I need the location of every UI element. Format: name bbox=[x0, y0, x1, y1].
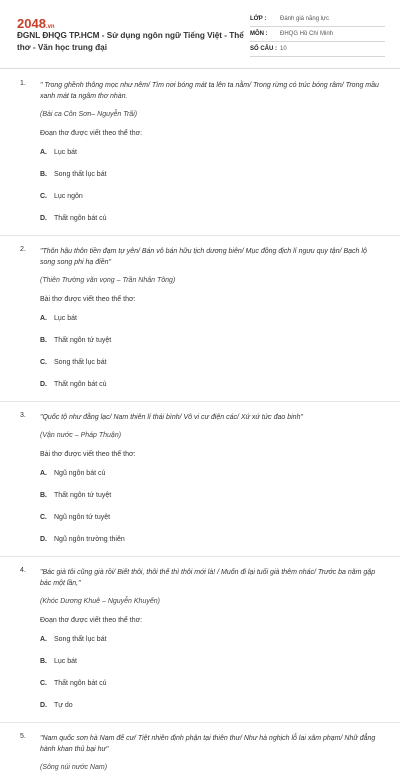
option-letter: C. bbox=[40, 514, 47, 521]
meta-row-class bbox=[250, 12, 385, 27]
question-source: (Bài ca Côn Sơn– Nguyễn Trãi) bbox=[40, 111, 138, 118]
site-logo[interactable] bbox=[17, 16, 55, 31]
option-letter: A. bbox=[40, 636, 47, 643]
option-text: Lục bát bbox=[54, 658, 77, 665]
option-letter: C. bbox=[40, 359, 47, 366]
option-letter: B. bbox=[40, 658, 47, 665]
option-text: Thất ngôn bát cú bbox=[54, 381, 107, 388]
answer-option-b[interactable] bbox=[40, 490, 212, 501]
question-prompt: Đoạn thơ được viết theo thể thơ: bbox=[40, 130, 143, 137]
question-list bbox=[0, 70, 400, 781]
answer-option-d[interactable] bbox=[40, 213, 212, 224]
question-number: 1. bbox=[20, 80, 26, 87]
option-text: Thất ngôn bát cú bbox=[54, 215, 107, 222]
answer-option-c[interactable] bbox=[40, 678, 212, 689]
option-text: Tự do bbox=[54, 702, 73, 709]
page-header bbox=[0, 0, 400, 70]
meta-key: MÔN : bbox=[250, 31, 268, 37]
option-text: Song thất lục bát bbox=[54, 171, 107, 178]
option-letter: D. bbox=[40, 381, 47, 388]
meta-value: Đánh giá năng lực bbox=[280, 16, 330, 22]
question-prompt: Đoạn thơ được viết theo thể thơ: bbox=[40, 617, 143, 624]
option-letter: D. bbox=[40, 215, 47, 222]
answer-option-c[interactable] bbox=[40, 512, 212, 523]
question-text: "Quốc tộ như đằng lạc/ Nam thiên lí thái bình/ Vô vi cư điện các/ Xứ xứ tức đao binh" bbox=[40, 414, 303, 421]
question-number: 5. bbox=[20, 733, 26, 740]
question-2 bbox=[0, 236, 400, 401]
answer-options bbox=[40, 634, 380, 722]
answer-option-d[interactable] bbox=[40, 700, 212, 711]
option-text: Ngũ ngôn bát cú bbox=[54, 470, 106, 477]
answer-option-b[interactable] bbox=[40, 656, 212, 667]
answer-option-a[interactable] bbox=[40, 313, 212, 324]
answer-option-c[interactable] bbox=[40, 357, 212, 368]
question-source: (Khóc Dương Khuê – Nguyễn Khuyến) bbox=[40, 598, 160, 605]
answer-options bbox=[40, 468, 380, 556]
question-source: (Thiên Trường vãn vọng – Trần Nhân Tông) bbox=[40, 277, 176, 284]
answer-option-a[interactable] bbox=[40, 147, 212, 158]
meta-key: SỐ CÂU : bbox=[250, 46, 277, 52]
question-text: "Thôn hậu thôn tiền đạm tự yên/ Bán vô bán hữu tịch dương biên/ Mục đồng địch lí ngưu quy tận/ Bạch lộ song song phi hạ điền" bbox=[40, 248, 367, 266]
option-letter: A. bbox=[40, 149, 47, 156]
question-text: "Bác già tôi cũng già rồi/ Biết thôi, thôi thế thì thôi mới là! / Muốn đi lại tuổi già thêm nhác/ Trước ba năm gặp bác một lần," bbox=[40, 569, 376, 587]
meta-value: ĐHQG Hồ Chí Minh bbox=[280, 31, 334, 37]
option-letter: B. bbox=[40, 171, 47, 178]
question-number: 2. bbox=[20, 246, 26, 253]
meta-row-question-count bbox=[250, 42, 385, 57]
answer-option-b[interactable] bbox=[40, 169, 212, 180]
option-letter: A. bbox=[40, 470, 47, 477]
question-prompt: Bài thơ được viết theo thể thơ: bbox=[40, 296, 136, 303]
question-number: 4. bbox=[20, 567, 26, 574]
answer-option-a[interactable] bbox=[40, 634, 212, 645]
question-source: (Vận nước – Pháp Thuận) bbox=[40, 432, 122, 439]
option-text: Lục bát bbox=[54, 315, 77, 322]
answer-options bbox=[40, 147, 380, 235]
option-text: Ngũ ngôn tứ tuyệt bbox=[54, 514, 111, 521]
option-letter: B. bbox=[40, 492, 47, 499]
question-3 bbox=[0, 402, 400, 556]
question-text: "Nam quốc sơn hà Nam đế cư/ Tiệt nhiên định phận tại thiên thư/ Như hà nghịch lỗ lai xâm phạm/ Nhữ đẳng hành khan thủ bại hư" bbox=[40, 735, 376, 753]
question-text: " Trong ghềnh thông mọc như nêm/ Tìm nơi bóng mát ta lên ta nằm/ Trong rừng có trúc bóng râm/ Trong mầu xanh mát ta ngâm thơ nhàn. bbox=[40, 82, 379, 100]
option-letter: C. bbox=[40, 680, 47, 687]
question-prompt: Bài thơ được viết theo thể thơ: bbox=[40, 451, 136, 458]
logo-text: 2048 bbox=[17, 16, 46, 31]
answer-option-d[interactable] bbox=[40, 379, 212, 390]
question-1 bbox=[0, 70, 400, 235]
answer-options bbox=[40, 313, 380, 401]
answer-option-c[interactable] bbox=[40, 191, 212, 202]
option-letter: A. bbox=[40, 315, 47, 322]
header-divider bbox=[0, 68, 400, 69]
answer-option-a[interactable] bbox=[40, 468, 212, 479]
option-text: Thất ngôn bát cú bbox=[54, 680, 107, 687]
exam-title: ĐGNL ĐHQG TP.HCM - Sử dụng ngôn ngữ Tiếng Việt - Thể thơ - Văn học trung đại bbox=[17, 31, 244, 52]
answer-option-d[interactable] bbox=[40, 534, 212, 545]
option-text: Song thất lục bát bbox=[54, 359, 107, 366]
logo-suffix: .vn bbox=[45, 24, 55, 30]
meta-row-subject bbox=[250, 27, 385, 42]
option-letter: C. bbox=[40, 193, 47, 200]
option-text: Lục ngôn bbox=[54, 193, 83, 200]
question-5 bbox=[0, 723, 400, 773]
option-letter: D. bbox=[40, 702, 47, 709]
option-letter: B. bbox=[40, 337, 47, 344]
exam-meta-table bbox=[250, 12, 385, 57]
question-source: (Sông núi nước Nam) bbox=[40, 764, 108, 771]
question-number: 3. bbox=[20, 412, 26, 419]
option-text: Song thất lục bát bbox=[54, 636, 107, 643]
option-text: Ngũ ngôn trường thiên bbox=[54, 536, 125, 543]
meta-key: LỚP : bbox=[250, 16, 267, 22]
question-4 bbox=[0, 557, 400, 722]
option-text: Thất ngôn tứ tuyệt bbox=[54, 492, 112, 499]
option-letter: D. bbox=[40, 536, 47, 543]
meta-value: 10 bbox=[280, 46, 287, 52]
option-text: Thất ngôn tứ tuyệt bbox=[54, 337, 112, 344]
answer-option-b[interactable] bbox=[40, 335, 212, 346]
option-text: Lục bát bbox=[54, 149, 77, 156]
